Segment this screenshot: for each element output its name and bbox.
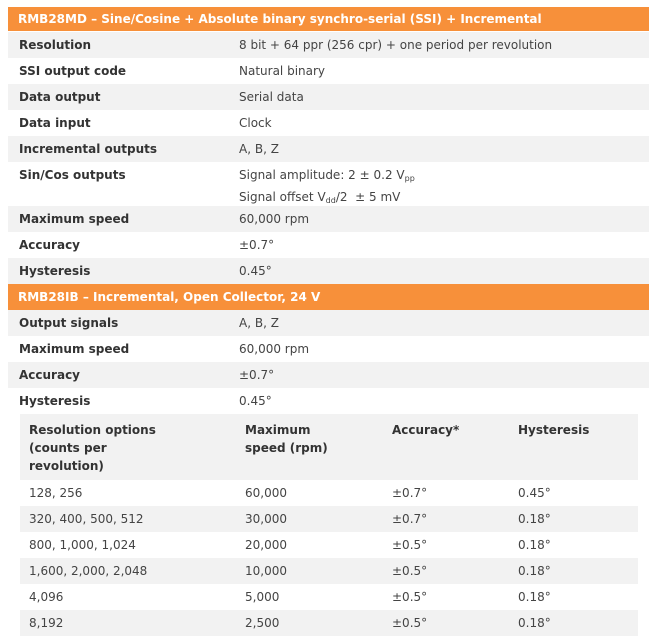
resolution-options-header: [20, 414, 638, 480]
spec-label: Maximum speed: [19, 342, 130, 356]
cell-speed: 10,000: [245, 564, 287, 578]
cell-resolution: 1,600, 2,000, 2,048: [29, 564, 148, 578]
spec-label: Hysteresis: [19, 394, 91, 408]
header-resolution-options: Resolution options (counts per revolution): [29, 423, 156, 473]
spec-row: [8, 310, 649, 336]
spec-value: Serial data: [239, 90, 304, 104]
spec-value: 0.45°: [239, 264, 272, 278]
spec-row: [8, 258, 649, 284]
spec-row: [8, 162, 649, 206]
cell-resolution: 128, 256: [29, 486, 83, 500]
spec-label: Maximum speed: [19, 212, 130, 226]
sin-amplitude-line: Signal amplitude: 2 ± 0.2 $V_{pp}$: [239, 168, 415, 183]
header-maximum-speed: Maximum speed (rpm): [245, 423, 328, 455]
spec-label: Sin/Cos outputs: [19, 168, 126, 182]
section-header-rmb28md: RMB28MD – Sine/Cosine + Absolute binary synchro-serial (SSI) + Incremental: [8, 7, 649, 31]
spec-row: [8, 206, 649, 232]
cell-hysteresis: 0.18°: [518, 538, 551, 552]
spec-row: [8, 232, 649, 258]
cell-hysteresis: 0.18°: [518, 590, 551, 604]
spec-label: Output signals: [19, 316, 119, 330]
cell-hysteresis: 0.18°: [518, 512, 551, 526]
cell-accuracy: ±0.5°: [392, 590, 428, 604]
cell-accuracy: ±0.5°: [392, 564, 428, 578]
spec-label: Hysteresis: [19, 264, 91, 278]
section-header-rmb28ib: RMB28IB – Incremental, Open Collector, 24 V: [8, 284, 649, 310]
spec-row: [8, 58, 649, 84]
table-row: [20, 610, 638, 636]
cell-resolution: 800, 1,000, 1,024: [29, 538, 136, 552]
cell-accuracy: ±0.7°: [392, 486, 428, 500]
spec-value: 60,000 rpm: [239, 342, 310, 356]
spec-row: [8, 32, 649, 58]
table-row: [20, 532, 638, 558]
spec-label: Resolution: [19, 38, 92, 52]
spec-label: Data input: [19, 116, 91, 130]
spec-label: Incremental outputs: [19, 142, 158, 156]
table-row: [20, 558, 638, 584]
cell-accuracy: ±0.5°: [392, 616, 428, 630]
cell-speed: 20,000: [245, 538, 287, 552]
spec-label: Data output: [19, 90, 101, 104]
spec-value: ±0.7°: [239, 238, 275, 252]
spec-value: [239, 166, 415, 210]
spec-value: Natural binary: [239, 64, 326, 78]
header-accuracy: Accuracy*: [392, 423, 460, 437]
table-row: [20, 584, 638, 610]
spec-value: ±0.7°: [239, 368, 275, 382]
cell-speed: 5,000: [245, 590, 280, 604]
cell-accuracy: ±0.7°: [392, 512, 428, 526]
cell-resolution: 4,096: [29, 590, 64, 604]
spec-row: [8, 336, 649, 362]
spec-row: [8, 84, 649, 110]
cell-resolution: 320, 400, 500, 512: [29, 512, 144, 526]
spec-label: Accuracy: [19, 238, 81, 252]
cell-speed: 60,000: [245, 486, 287, 500]
spec-value: Clock: [239, 116, 272, 130]
spec-label: Accuracy: [19, 368, 81, 382]
cell-hysteresis: 0.18°: [518, 564, 551, 578]
cell-accuracy: ±0.5°: [392, 538, 428, 552]
cell-hysteresis: 0.45°: [518, 486, 551, 500]
cell-hysteresis: 0.18°: [518, 616, 551, 630]
table-row: [20, 480, 638, 506]
spec-value: 8 bit + 64 ppr (256 cpr) + one period per revolution: [239, 38, 553, 52]
spec-row: [8, 388, 649, 414]
spec-value: 60,000 rpm: [239, 212, 310, 226]
spec-label: SSI output code: [19, 64, 127, 78]
spec-row: [8, 136, 649, 162]
spec-row: [8, 362, 649, 388]
spec-value: A, B, Z: [239, 316, 279, 330]
header-hysteresis: Hysteresis: [518, 423, 590, 437]
cell-speed: 30,000: [245, 512, 287, 526]
spec-value: A, B, Z: [239, 142, 279, 156]
spec-row: [8, 110, 649, 136]
spec-value: 0.45°: [239, 394, 272, 408]
sin-offset-line: Signal offset $V_{dd}/2 \pm 5$ mV: [239, 190, 401, 205]
cell-resolution: 8,192: [29, 616, 64, 630]
cell-speed: 2,500: [245, 616, 280, 630]
table-row: [20, 506, 638, 532]
